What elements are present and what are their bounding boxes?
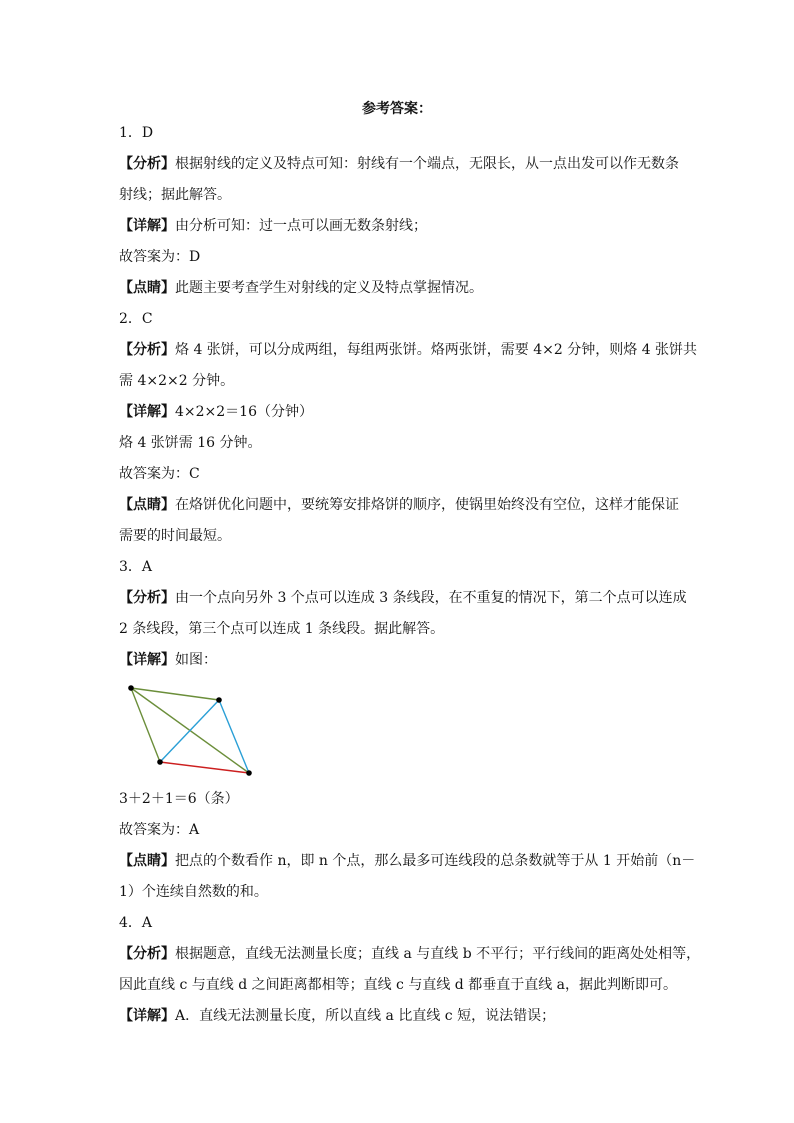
q2-detail-tag: 【详解】 bbox=[119, 404, 175, 420]
q1-comment bbox=[119, 279, 679, 297]
q3-comment-tag: 【点睛】 bbox=[119, 853, 175, 869]
q2-analysis-text1: 烙 4 张饼，可以分成两组，每组两张饼。烙两张饼，需要 4×2 分钟，则烙 4 张饼共 bbox=[175, 342, 698, 358]
q1-detail-text: 由分析可知：过一点可以画无数条射线； bbox=[175, 218, 427, 234]
q3-analysis-text1: 由一个点向另外 3 个点可以连成 3 条线段，在不重复的情况下，第二个点可以连成 bbox=[175, 590, 687, 606]
q1-detail-tag: 【详解】 bbox=[119, 218, 175, 234]
q4-analysis-tag: 【分析】 bbox=[119, 946, 175, 962]
q3-analysis-tag: 【分析】 bbox=[119, 590, 175, 606]
segment-blue-diagonal bbox=[160, 700, 219, 762]
q3-comment-text1: 把点的个数看作 n，即 n 个点，那么最多可连线段的总条数就等于从 1 开始前（n－ bbox=[175, 853, 696, 869]
point-1 bbox=[128, 685, 134, 691]
q3-analysis-line1 bbox=[119, 589, 687, 607]
q1-detail bbox=[119, 217, 679, 235]
q1-analysis-text1: 根据射线的定义及特点可知：射线有一个端点，无限长，从一点出发可以作无数条 bbox=[175, 156, 679, 172]
q2-analysis-tag: 【分析】 bbox=[119, 342, 175, 358]
q2-comment-text1: 在烙饼优化问题中，要统筹安排烙饼的顺序，使锅里始终没有空位，这样才能保证 bbox=[175, 497, 679, 513]
q3-comment-line1 bbox=[119, 852, 696, 870]
point-2 bbox=[216, 697, 222, 703]
q3-number: 3．A bbox=[119, 559, 153, 575]
q1-comment-text: 此题主要考查学生对射线的定义及特点掌握情况。 bbox=[175, 280, 483, 296]
q1-analysis-line1 bbox=[119, 155, 679, 173]
q3-analysis-line2: 2 条线段，第三个点可以连成 1 条线段。据此解答。 bbox=[119, 621, 445, 637]
q2-comment-line1 bbox=[119, 496, 679, 514]
q2-comment-line2: 需要的时间最短。 bbox=[119, 528, 231, 544]
point-4 bbox=[246, 770, 252, 776]
q4-detail-tag: 【详解】 bbox=[119, 1008, 175, 1024]
q4-analysis-line2: 因此直线 c 与直线 d 之间距离都相等；直线 c 与直线 d 都垂直于直线 a，据此判断即可。 bbox=[119, 977, 678, 993]
q2-analysis-line2: 需 4×2×2 分钟。 bbox=[119, 373, 235, 389]
q3-detail bbox=[119, 651, 679, 669]
page-title: 参考答案： bbox=[362, 101, 432, 117]
q2-number: 2．C bbox=[119, 311, 153, 327]
q1-answer: 故答案为：D bbox=[119, 249, 201, 265]
q2-analysis-line1 bbox=[119, 341, 698, 359]
q2-answer: 故答案为：C bbox=[119, 466, 200, 482]
q3-answer: 故答案为：A bbox=[119, 822, 200, 838]
q3-detail-text: 如图： bbox=[175, 652, 217, 668]
q3-formula: 3＋2＋1＝6（条） bbox=[119, 791, 239, 807]
q4-analysis-text1: 根据题意，直线无法测量长度；直线 a 与直线 b 不平行；平行线间的距离处处相等， bbox=[175, 946, 701, 962]
q4-number: 4．A bbox=[119, 915, 153, 931]
line-segments-figure bbox=[119, 678, 259, 780]
q3-detail-tag: 【详解】 bbox=[119, 652, 175, 668]
q2-result: 烙 4 张饼需 16 分钟。 bbox=[119, 435, 262, 451]
q3-comment-line2: 1）个连续自然数的和。 bbox=[119, 884, 268, 900]
q1-comment-tag: 【点睛】 bbox=[119, 280, 175, 296]
q2-detail bbox=[119, 403, 679, 421]
q2-comment-tag: 【点睛】 bbox=[119, 497, 175, 513]
q2-detail-text: 4×2×2＝16（分钟） bbox=[175, 404, 313, 420]
q4-detail-text: A．直线无法测量长度，所以直线 a 比直线 c 短，说法错误； bbox=[175, 1008, 556, 1024]
q1-analysis-tag: 【分析】 bbox=[119, 156, 175, 172]
q1-number: 1．D bbox=[119, 125, 154, 141]
q4-detail bbox=[119, 1007, 679, 1025]
q1-analysis-line2: 射线；据此解答。 bbox=[119, 187, 231, 203]
point-3 bbox=[157, 759, 163, 765]
q4-analysis-line1 bbox=[119, 945, 701, 963]
